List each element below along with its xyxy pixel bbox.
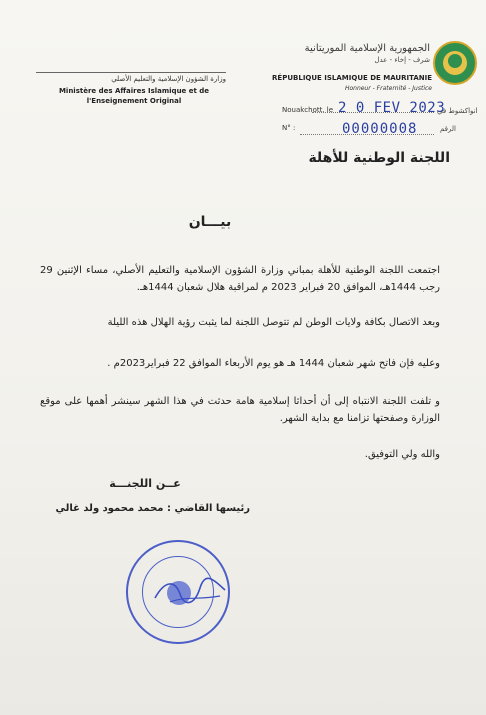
paragraph-closing: والله ولي التوفيق. bbox=[364, 449, 440, 460]
number-label-french: N° : bbox=[282, 124, 296, 132]
paragraph-sighting: وبعد الاتصال بكافة ولايات الوطن لم تتوصل اللجنة لما يثبت رؤية الهلال هذه الليلة bbox=[107, 317, 440, 328]
republic-name-french: RÉPUBLIQUE ISLAMIQUE DE MAURITANIE bbox=[272, 74, 432, 82]
place-label-arabic: انواكشوط في bbox=[437, 107, 478, 115]
signatory-name: رئيسها القاضي : محمد محمود ولد غالي bbox=[55, 503, 250, 514]
motto-arabic: شرف - إخاء - عدل bbox=[374, 56, 430, 64]
handwritten-signature bbox=[150, 570, 230, 610]
header-divider bbox=[36, 72, 226, 73]
national-emblem-icon bbox=[433, 41, 477, 85]
place-label-french: Nouakchott, le bbox=[282, 106, 334, 114]
ministry-name-french: Ministère des Affaires Islamique et de l'Enseignement Original bbox=[58, 87, 210, 105]
motto-french: Honneur - Fraternité - Justice bbox=[344, 85, 432, 92]
number-label-arabic: الرقم bbox=[440, 125, 456, 133]
document-title: بيـــان bbox=[188, 214, 232, 230]
reference-number: 00000008 bbox=[342, 121, 418, 137]
paragraph-conclusion: وعليه فإن فاتح شهر شعبان 1444 هـ هو يوم الأربعاء الموافق 22 فبراير2023م . bbox=[107, 358, 440, 369]
paragraph-meeting: اجتمعت اللجنة الوطنية للأهلة بمباني وزارة الشؤون الإسلامية والتعليم الأصلي، مساء الإثنين 29 رجب 1444هـ، الموافق 20 فبراير 2023 م لمراقبة هلال شعبان 1444هـ. bbox=[40, 265, 440, 293]
date-stamp: 2 0 FEV 2023 bbox=[338, 100, 446, 116]
signature-heading: عــن اللجنـــة bbox=[109, 477, 181, 490]
paragraph-events: و تلفت اللجنة الانتباه إلى أن أحداثا إسلامية هامة حدثت في هذا الشهر سينشر أهمها على موقع الوزارة وصفحتها تزامنا مع بداية الشهر. bbox=[40, 396, 440, 424]
ministry-name-arabic: وزارة الشؤون الإسلامية والتعليم الأصلي bbox=[111, 75, 226, 83]
republic-name-arabic: الجمهورية الإسلامية الموريتانية bbox=[304, 43, 430, 54]
committee-name: اللجنة الوطنية للأهلة bbox=[308, 150, 450, 166]
